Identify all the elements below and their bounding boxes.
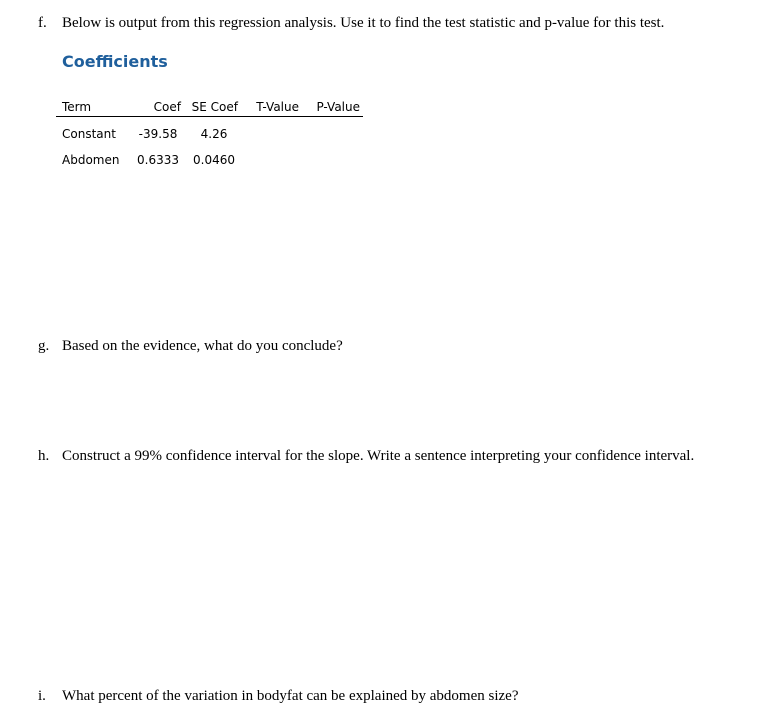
cell-p-value: [302, 147, 363, 173]
table-row: [56, 117, 363, 148]
table-header-row: [56, 100, 363, 117]
question-marker: i.: [38, 688, 46, 704]
question-text: Below is output from this regression analysis. Use it to find the test statistic and p-value for this test.: [62, 15, 665, 31]
coefficients-heading: Coefficients: [62, 52, 168, 71]
question-marker: h.: [38, 448, 50, 464]
cell-p-value: [302, 117, 363, 148]
question-text: Construct a 99% confidence interval for the slope. Write a sentence interpreting your confidence interval.: [62, 448, 695, 464]
cell-se-coef: 4.26: [200, 127, 228, 141]
cell-term: Abdomen: [62, 153, 120, 167]
question-marker: g.: [38, 338, 50, 354]
cell-coef: -39.58: [138, 127, 178, 141]
header-p-value: P-Value: [302, 100, 363, 117]
question-text: What percent of the variation in bodyfat can be explained by abdomen size?: [62, 688, 519, 704]
question-text: Based on the evidence, what do you conclude?: [62, 338, 343, 354]
question-marker: f.: [38, 15, 47, 31]
header-t-value: T-Value: [241, 100, 302, 117]
coefficients-table: [56, 100, 363, 173]
table-row: [56, 147, 363, 173]
cell-se-coef: 0.0460: [193, 153, 235, 167]
cell-t-value: [241, 117, 302, 148]
cell-term: Constant: [62, 127, 116, 141]
header-se-coef: SE Coef: [184, 100, 241, 117]
cell-t-value: [241, 147, 302, 173]
header-term: Term: [56, 100, 129, 117]
cell-coef: 0.6333: [137, 153, 179, 167]
header-coef: Coef: [129, 100, 184, 117]
